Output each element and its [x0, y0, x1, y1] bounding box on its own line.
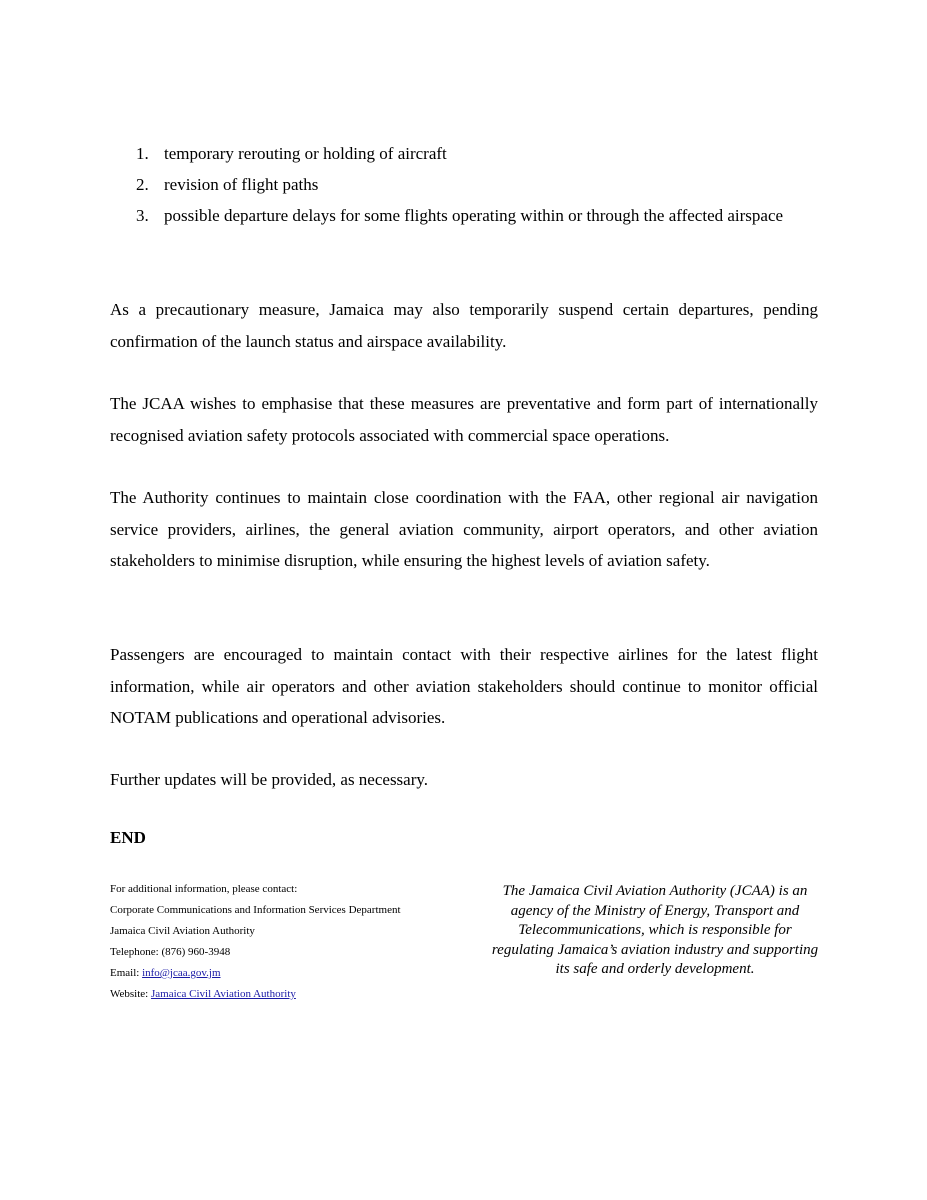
contact-website-line — [110, 984, 470, 1005]
list-item — [110, 200, 820, 231]
list-item-number: 2. — [136, 175, 149, 194]
list-item-number: 3. — [136, 206, 149, 225]
contact-email-line — [110, 963, 470, 984]
impact-list — [110, 138, 820, 231]
contact-block — [110, 879, 470, 1005]
paragraph-passenger-advice: Passengers are encouraged to maintain contact with their respective airlines for the latest flight information, while air operators and other aviation stakeholders should continue to monitor official NOTAM publications and operational advisories. — [110, 645, 818, 727]
list-item-text: possible departure delays for some flights operating within or through the affected airspace — [164, 206, 784, 225]
list-item-text: temporary rerouting or holding of aircraft — [164, 144, 447, 163]
email-label: Email: — [110, 967, 140, 979]
list-item — [110, 138, 820, 169]
website-label: Website: — [110, 988, 149, 1000]
list-item-number: 1. — [136, 144, 149, 163]
paragraph-precautionary-measure: As a precautionary measure, Jamaica may also temporarily suspend certain departures, pending confirmation of the launch status and airspace availability. — [110, 300, 818, 351]
contact-telephone-line — [110, 942, 470, 963]
about-jcaa: The Jamaica Civil Aviation Authority (JCAA) is an agency of the Ministry of Energy, Transport and Telecommunications, which is responsible for regulating Jamaica’s aviation industry and supporting its safe and orderly development. — [491, 883, 819, 977]
end-marker: END — [110, 828, 146, 847]
telephone-number: (876) 960-3948 — [161, 946, 231, 958]
contact-department: Corporate Communications and Information Services Department — [110, 904, 401, 916]
paragraph-preventative-measures: The JCAA wishes to emphasise that these measures are preventative and form part of internationally recognised aviation safety protocols associated with commercial space operations. — [110, 394, 818, 445]
telephone-label: Telephone: — [110, 946, 159, 958]
contact-intro: For additional information, please contact: — [110, 883, 298, 895]
email-link[interactable]: info@jcaa.gov.jm — [142, 967, 221, 979]
paragraph-further-updates: Further updates will be provided, as necessary. — [110, 770, 429, 789]
list-item-text: revision of flight paths — [164, 175, 319, 194]
website-link[interactable]: Jamaica Civil Aviation Authority — [150, 988, 296, 1000]
contact-organisation: Jamaica Civil Aviation Authority — [110, 925, 255, 937]
list-item — [110, 169, 820, 200]
paragraph-coordination: The Authority continues to maintain close coordination with the FAA, other regional air navigation service providers, airlines, the general aviation community, airport operators, and other aviation stakeholders to minimise disruption, while ensuring the highest levels of aviation safety. — [110, 488, 818, 570]
